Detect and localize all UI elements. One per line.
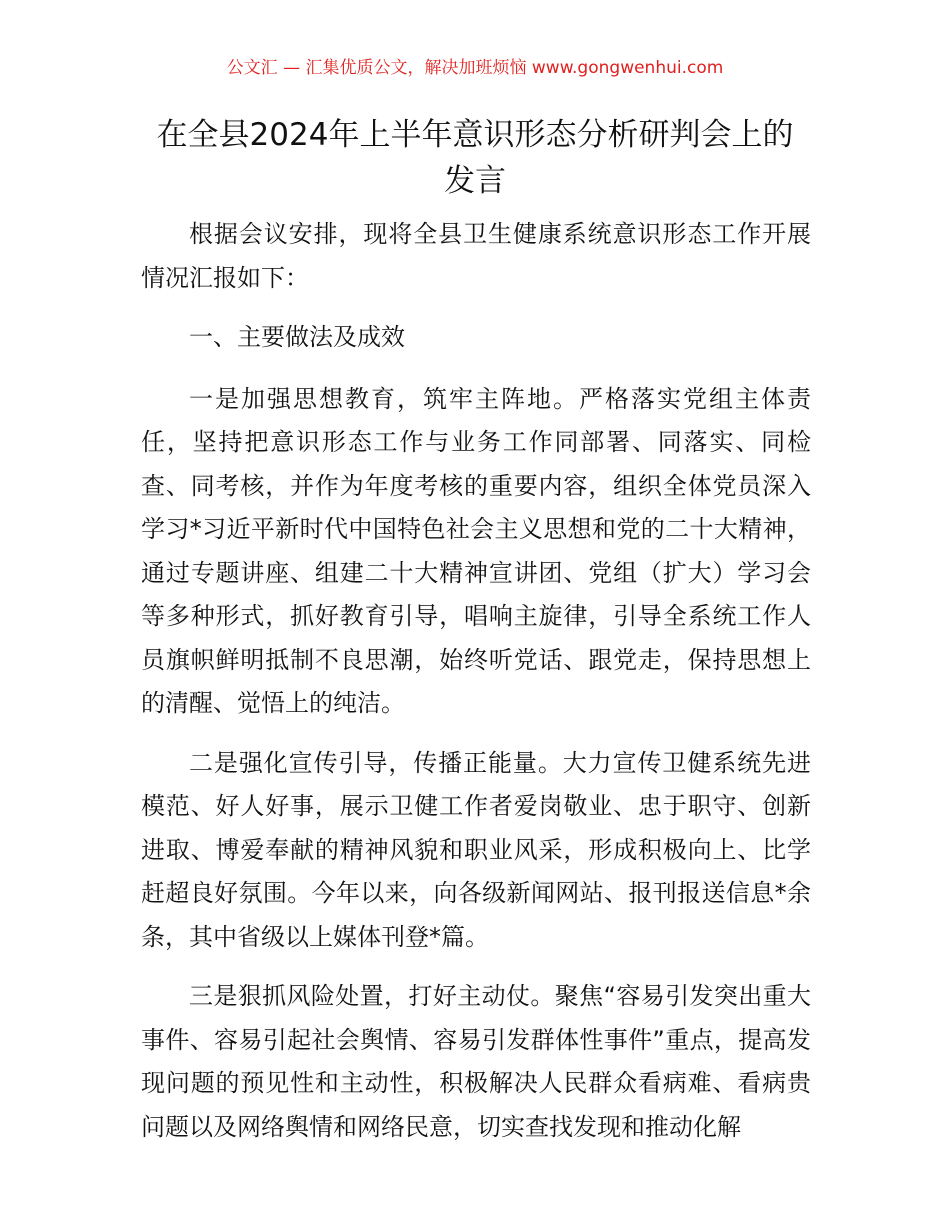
page-title: [120, 112, 830, 204]
title-line-2: 发言: [444, 163, 506, 199]
document-body: [141, 213, 811, 1165]
paragraph-2: 二是强化宣传引导，传播正能量。大力宣传卫健系统先进模范、好人好事，展示卫健工作者爱岗敬业、忠于职守、创新进取、博爱奉献的精神风貌和职业风采，形成积极向上、比学赶超良好氛围。今年以来，向各级新闻网站、报刊报送信息*余条，其中省级以上媒体刊登*篇。: [141, 748, 811, 951]
section-heading: 一、主要做法及成效: [189, 323, 405, 351]
title-line-1: 在全县2024年上半年意识形态分析研判会上的: [156, 117, 794, 153]
paragraph-3: 三是狠抓风险处置，打好主动仗。聚焦“容易引发突出重大事件、容易引起社会舆情、容易引发群体性事件”重点，提高发现问题的预见性和主动性，积极解决人民群众看病难、看病贵问题以及网络舆情和网络民意，切实查找发现和推动化解: [141, 982, 811, 1141]
site-banner: 公文汇 — 汇集优质公文，解决加班烦恼 www.gongwenhui.com: [226, 58, 724, 78]
intro-paragraph: 根据会议安排，现将全县卫生健康系统意识形态工作开展情况汇报如下：: [141, 220, 811, 292]
paragraph-1: 一是加强思想教育，筑牢主阵地。严格落实党组主体责任，坚持把意识形态工作与业务工作同部署、同落实、同检查、同考核，并作为年度考核的重要内容，组织全体党员深入学习*习近平新时代中国特色社会主义思想和党的二十大精神，通过专题讲座、组建二十大精神宣讲团、党组（扩大）学习会等多种形式，抓好教育引导，唱响主旋律，引导全系统工作人员旗帜鲜明抵制不良思潮，始终听党话、跟党走，保持思想上的清醒、觉悟上的纯洁。: [141, 384, 811, 717]
